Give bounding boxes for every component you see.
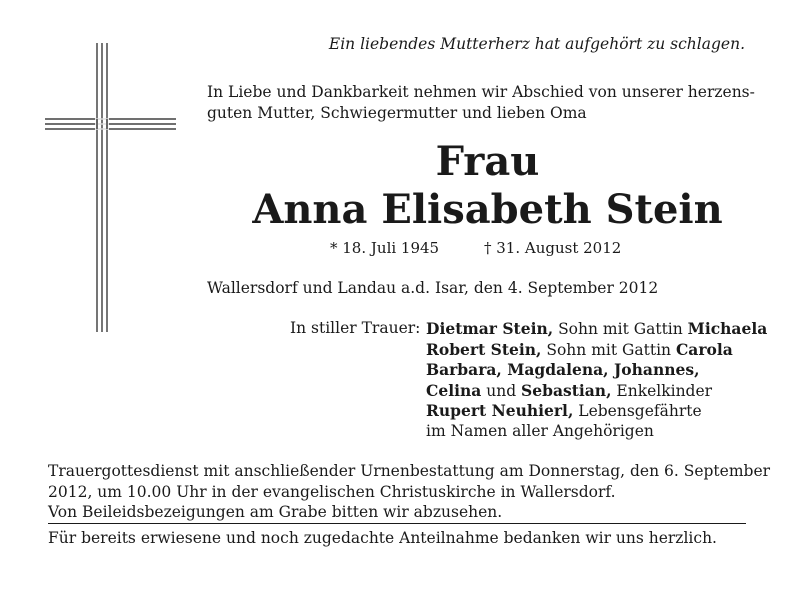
deceased-name: Anna Elisabeth Stein xyxy=(252,186,723,233)
motto: Ein liebendes Mutterherz hat aufgehört zu schlagen. xyxy=(328,35,745,53)
service-line: Von Beileidsbezeigungen am Grabe bitten wir abzusehen. xyxy=(48,503,503,521)
divider xyxy=(48,523,746,524)
mourners-list xyxy=(426,319,767,441)
mourner-line: Rupert Neuhierl, Lebensgefährte xyxy=(426,401,702,420)
service-line: Trauergottesdienst mit anschließender Urnenbestattung am Donnerstag, den 6. September xyxy=(48,462,771,480)
birth-date: * 18. Juli 1945 xyxy=(330,239,440,257)
mourner-line: Barbara, Magdalena, Johannes, xyxy=(426,360,700,379)
intro-text xyxy=(207,82,755,124)
mourner-line: Dietmar Stein, Sohn mit Gattin Michaela xyxy=(426,319,768,338)
intro-line: In Liebe und Dankbarkeit nehmen wir Abschied von unserer herzens- xyxy=(207,83,755,101)
service-line: 2012, um 10.00 Uhr in der evangelischen Christuskirche in Wallersdorf. xyxy=(48,482,616,501)
service-info xyxy=(48,461,770,523)
mourner-line: Celina und Sebastian, Enkelkinder xyxy=(426,380,713,400)
mourning-label: In stiller Trauer: xyxy=(290,319,421,337)
intro-line: guten Mutter, Schwiegermutter und lieben Oma xyxy=(207,104,587,122)
title: Frau xyxy=(435,138,540,185)
mourner-line: im Namen aller Angehörigen xyxy=(426,421,654,440)
death-date: † 31. August 2012 xyxy=(484,239,622,257)
thanks-text: Für bereits erwiesene und noch zugedachte Anteilnahme bedanken wir uns herzlich. xyxy=(48,529,717,547)
mourner-line: Robert Stein, Sohn mit Gattin Carola xyxy=(426,339,733,359)
place-date: Wallersdorf und Landau a.d. Isar, den 4. September 2012 xyxy=(207,279,659,297)
